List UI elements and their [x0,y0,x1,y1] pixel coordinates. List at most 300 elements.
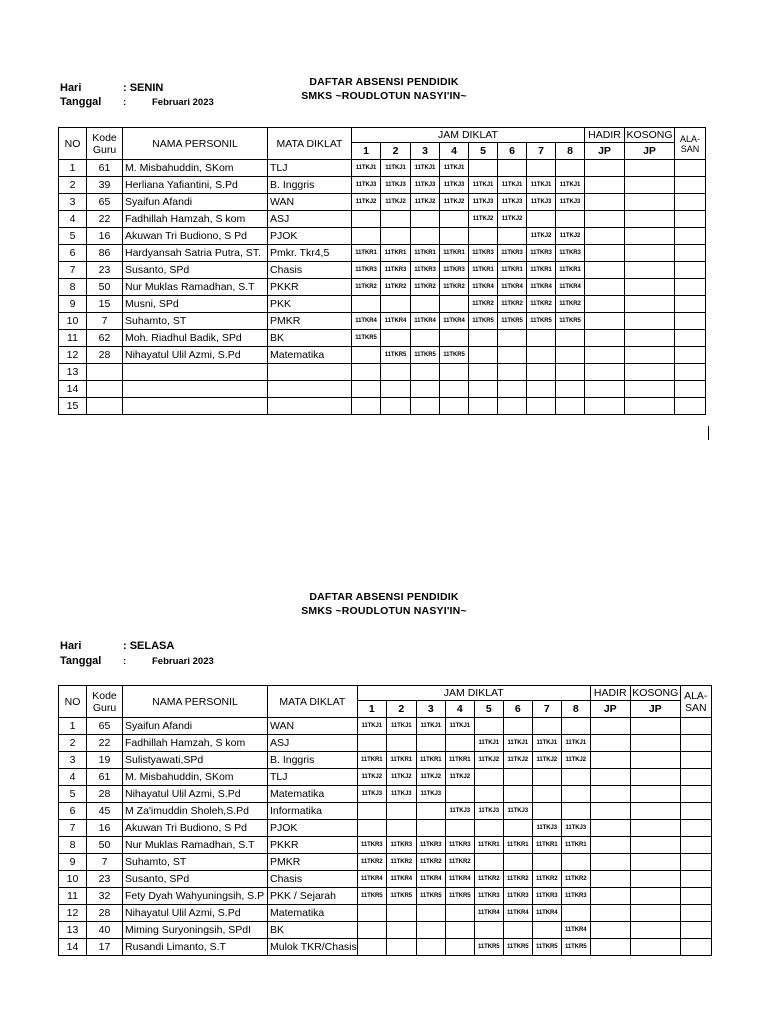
cell-jam-8: 11TKR3 [561,888,590,905]
table-row [59,279,706,296]
cell-mata-diklat: PJOK [268,228,352,245]
cell-jam-3: 11TKR3 [416,837,445,854]
cell-kosong-jp [625,364,675,381]
table-row [59,718,712,735]
cell-jam-6: 11TKR3 [503,888,532,905]
cell-nama-personil: Hardyansah Satria Putra, ST. [123,245,268,262]
cell-jam-3: 11TKR2 [416,854,445,871]
cell-no: 12 [59,347,87,364]
cell-jam-7 [527,347,556,364]
cell-hadir-jp [585,177,625,194]
cell-jam-2: 11TKR5 [381,347,411,364]
cell-jam-7: 11TKR2 [527,296,556,313]
table-row [59,381,706,398]
cell-jam-3 [416,939,445,956]
cell-kode-guru: 7 [87,854,123,871]
cell-jam-2 [381,211,411,228]
cell-jam-6 [503,820,532,837]
cell-kode-guru: 50 [87,279,123,296]
table-row [59,803,712,820]
cell-nama-personil: M. Misbahuddin, SKom [123,160,268,177]
tanggal-label: Tanggal [60,655,102,667]
cell-jam-1: 11TKR1 [357,752,386,769]
cell-jam-3: 11TKR1 [416,752,445,769]
cell-nama-personil: Susanto, SPd [123,262,268,279]
cell-jam-5: 11TKR3 [469,245,498,262]
cell-hadir-jp [590,786,630,803]
cell-jam-6: 11TKR2 [503,871,532,888]
cell-jam-4: 11TKR2 [445,854,474,871]
cell-jam-8 [561,803,590,820]
cell-kode-guru [87,381,123,398]
cell-kode-guru: 40 [87,922,123,939]
table-row [59,296,706,313]
hari-value: : SENIN [123,82,164,94]
cell-nama-personil: Nur Muklas Ramadhan, S.T [123,279,268,296]
header-no: NO [59,128,87,160]
cell-jam-8: 11TKR5 [556,313,585,330]
cell-jam-7: 11TKJ3 [532,820,561,837]
cell-jam-2 [381,330,411,347]
cell-jam-6: 11TKJ1 [503,735,532,752]
cell-mata-diklat: Matematika [268,786,358,803]
cell-jam-3: 11TKJ2 [416,769,445,786]
cell-jam-7: 11TKR5 [532,939,561,956]
cell-hadir-jp [590,837,630,854]
cell-no: 8 [59,279,87,296]
cell-kode-guru: 22 [87,735,123,752]
cell-jam-1 [352,381,381,398]
cell-kode-guru: 16 [87,820,123,837]
cell-jam-4 [440,381,469,398]
cell-jam-6 [503,922,532,939]
cell-jam-7 [532,803,561,820]
cell-nama-personil [123,364,268,381]
cell-jam-3 [416,922,445,939]
table-row [59,922,712,939]
cell-hadir-jp [585,160,625,177]
cell-jam-3: 11TKR5 [416,888,445,905]
table-body [59,160,706,415]
cell-kosong-jp [625,347,675,364]
cell-jam-4 [445,905,474,922]
cell-jam-6: 11TKJ2 [503,752,532,769]
header-jam-5: 5 [469,143,498,160]
cell-no: 12 [59,905,87,922]
cell-jam-1 [352,347,381,364]
cell-jam-7 [527,160,556,177]
cell-alasan [675,160,706,177]
cell-alasan [680,854,711,871]
cell-jam-3 [411,381,440,398]
cell-jam-7: 11TKR1 [527,262,556,279]
table-row [59,228,706,245]
cell-kosong-jp [630,922,680,939]
header-kosong: KOSONG [632,687,679,699]
cell-jam-8: 11TKR1 [561,837,590,854]
cell-alasan [675,296,706,313]
cell-jam-3: 11TKJ3 [411,177,440,194]
cell-hadir-jp [585,313,625,330]
cell-jam-8: 11TKR2 [556,296,585,313]
cell-jam-2 [386,735,416,752]
cell-jam-4: 11TKJ1 [440,160,469,177]
cell-jam-6 [498,330,527,347]
header-jam-4: 4 [440,143,469,160]
cell-kosong-jp [630,786,680,803]
header-alasan: ALA-SAN [675,128,706,160]
cell-alasan [675,194,706,211]
cell-jam-7: 11TKR4 [527,279,556,296]
cell-kode-guru: 32 [87,888,123,905]
cell-jam-7 [532,769,561,786]
cell-no: 11 [59,888,87,905]
cell-mata-diklat [268,381,352,398]
cell-jam-8 [556,364,585,381]
cell-hadir-jp [590,854,630,871]
table-body [59,718,712,956]
cell-jam-5 [469,381,498,398]
cell-jam-5: 11TKR2 [469,296,498,313]
cell-mata-diklat: ASJ [268,735,358,752]
cell-jam-2: 11TKR4 [381,313,411,330]
cell-nama-personil: M. Misbahuddin, SKom [123,769,268,786]
cell-kode-guru: 15 [87,296,123,313]
cell-alasan [675,381,706,398]
cell-hadir-jp [590,735,630,752]
cell-jam-8: 11TKJ3 [561,820,590,837]
attendance-table [58,127,706,415]
cell-jam-4 [440,330,469,347]
cell-mata-diklat: Matematika [268,905,358,922]
cell-kosong-jp [630,837,680,854]
cell-jam-8 [556,160,585,177]
cell-alasan [680,752,711,769]
cell-no: 2 [59,735,87,752]
cell-mata-diklat: BK [268,922,358,939]
table-row [59,330,706,347]
cell-jam-2 [381,364,411,381]
cell-alasan [675,262,706,279]
cell-hadir-jp [585,211,625,228]
cell-hadir-jp [590,905,630,922]
table-row [59,262,706,279]
cell-alasan [675,347,706,364]
cell-mata-diklat: Mulok TKR/Chasis [268,939,358,956]
cell-jam-1: 11TKJ1 [352,160,381,177]
tanggal-label: Tanggal [60,96,102,108]
cell-jam-4: 11TKR1 [440,245,469,262]
cell-jam-5 [469,228,498,245]
cell-mata-diklat: B. Inggris [268,752,358,769]
cell-hadir-jp [585,262,625,279]
cell-jam-2: 11TKJ3 [381,177,411,194]
cell-kode-guru: 23 [87,262,123,279]
cell-no: 14 [59,939,87,956]
cell-nama-personil: Suhamto, ST [123,313,268,330]
cell-jam-8: 11TKJ3 [556,194,585,211]
cell-jam-2 [386,939,416,956]
cell-jam-2: 11TKJ1 [381,160,411,177]
cell-jam-7 [532,718,561,735]
cell-alasan [680,922,711,939]
header-jam-2: 2 [381,143,411,160]
cell-alasan [675,228,706,245]
cell-jam-5: 11TKJ1 [474,735,503,752]
cell-jam-7: 11TKJ3 [527,194,556,211]
cell-jam-5: 11TKR1 [469,262,498,279]
header-jam-5: 5 [474,701,503,718]
cell-nama-personil: Susanto, SPd [123,871,268,888]
header-kode-guru: Kode Guru [87,128,123,160]
cell-jam-4: 11TKR2 [440,279,469,296]
cell-jam-7: 11TKR1 [532,837,561,854]
cell-kode-guru: 7 [87,313,123,330]
cell-jam-2: 11TKR2 [381,279,411,296]
header-jam-6: 6 [498,143,527,160]
cell-alasan [675,211,706,228]
cell-kode-guru: 28 [87,905,123,922]
cell-mata-diklat: WAN [268,194,352,211]
cell-jam-7: 11TKR3 [527,245,556,262]
cell-jam-4: 11TKJ2 [440,194,469,211]
cell-jam-8 [561,786,590,803]
cell-no: 10 [59,871,87,888]
hari-label: Hari [60,640,82,652]
cell-mata-diklat: PKKR [268,837,358,854]
cell-jam-2: 11TKR3 [386,837,416,854]
hari-value: : SELASA [123,640,175,652]
cell-kosong-jp [625,177,675,194]
cell-nama-personil: Suhamto, ST [123,854,268,871]
cell-jam-1 [352,211,381,228]
cell-nama-personil: Herliana Yafiantini, S.Pd [123,177,268,194]
cell-no: 4 [59,769,87,786]
cell-jam-1 [357,905,386,922]
cell-jam-6 [498,364,527,381]
cell-jam-7 [532,922,561,939]
cell-hadir-jp [590,820,630,837]
cell-alasan [680,939,711,956]
cell-hadir-jp [590,888,630,905]
cell-jam-7: 11TKJ2 [532,752,561,769]
cell-jam-7 [527,398,556,415]
cell-jam-6 [498,381,527,398]
header-kosong: KOSONG [626,129,673,141]
cell-jam-8: 11TKJ2 [561,752,590,769]
cell-no: 7 [59,262,87,279]
cell-hadir-jp [590,718,630,735]
cell-mata-diklat: Informatika [268,803,358,820]
cell-mata-diklat [268,398,352,415]
cell-kode-guru: 50 [87,837,123,854]
school-name: SMKS ~ROUDLOTUN NASYI'IN~ [301,90,467,102]
header-kode-guru: Kode Guru [87,686,123,718]
cell-jam-6: 11TKJ3 [503,803,532,820]
cell-jam-3: 11TKR4 [411,313,440,330]
cell-kosong-jp [630,735,680,752]
cell-kode-guru: 17 [87,939,123,956]
cell-kosong-jp [625,245,675,262]
cell-kosong-jp [630,871,680,888]
cell-jam-8: 11TKR1 [556,262,585,279]
cell-jam-8 [556,330,585,347]
header-nama-personil: NAMA PERSONIL [123,128,268,160]
cell-jam-4 [440,228,469,245]
table-row [59,820,712,837]
cell-alasan [680,803,711,820]
cell-jam-2: 11TKR1 [381,245,411,262]
cell-jam-5: 11TKR5 [469,313,498,330]
cell-alasan [680,820,711,837]
cell-alasan [680,769,711,786]
cell-kode-guru [87,364,123,381]
cell-jam-3: 11TKJ1 [416,718,445,735]
cell-jam-6 [498,228,527,245]
cell-jam-7 [532,854,561,871]
cell-hadir-jp [585,364,625,381]
cell-jam-6: 11TKR5 [498,313,527,330]
header-jam-2: 2 [386,701,416,718]
cell-nama-personil: Akuwan Tri Budiono, S Pd [123,820,268,837]
cell-jam-8 [561,769,590,786]
table-row [59,347,706,364]
table-row [59,211,706,228]
cell-jam-7: 11TKJ2 [527,228,556,245]
table-row [59,939,712,956]
cell-jam-5 [474,718,503,735]
cell-jam-1: 11TKR2 [352,279,381,296]
cell-nama-personil [123,398,268,415]
hari-label: Hari [60,82,82,94]
cell-jam-6: 11TKR1 [503,837,532,854]
cell-jam-2: 11TKR1 [386,752,416,769]
cell-jam-6 [503,718,532,735]
cell-jam-7: 11TKJ1 [527,177,556,194]
cell-kosong-jp [625,211,675,228]
cell-jam-5: 11TKR3 [474,888,503,905]
tanggal-value: Februari 2023 [152,656,214,667]
cell-jam-3: 11TKR2 [411,279,440,296]
cell-alasan [675,279,706,296]
cell-jam-8 [556,211,585,228]
table-row [59,752,712,769]
cell-mata-diklat: TLJ [268,160,352,177]
cell-kode-guru: 65 [87,194,123,211]
cell-jam-1 [357,803,386,820]
cell-kode-guru: 22 [87,211,123,228]
cell-mata-diklat: Chasis [268,871,358,888]
cell-jam-2: 11TKJ2 [386,769,416,786]
header-jam-3: 3 [411,143,440,160]
cell-kode-guru: 61 [87,769,123,786]
cell-mata-diklat: WAN [268,718,358,735]
cell-no: 3 [59,752,87,769]
header-jam-7: 7 [527,143,556,160]
cell-jam-1 [352,296,381,313]
header-jam-diklat: JAM DIKLAT [357,686,590,701]
cell-no: 15 [59,398,87,415]
cell-nama-personil [123,381,268,398]
cell-no: 6 [59,803,87,820]
tanggal-colon: : [123,97,127,108]
cell-no: 14 [59,381,87,398]
cell-nama-personil: Nihayatul Ulil Azmi, S.Pd [123,905,268,922]
cell-jam-2 [386,820,416,837]
cell-nama-personil: Sulistyawati,SPd [123,752,268,769]
cell-jam-3: 11TKR4 [416,871,445,888]
cell-hadir-jp [590,752,630,769]
cell-jam-1: 11TKR1 [352,245,381,262]
cell-jam-7: 11TKR2 [532,871,561,888]
cell-kode-guru: 86 [87,245,123,262]
table-row [59,888,712,905]
cell-jam-5 [469,347,498,364]
cell-mata-diklat: PMKR [268,854,358,871]
cell-hadir-jp [590,803,630,820]
cell-no: 10 [59,313,87,330]
cell-hadir-jp [585,279,625,296]
cell-jam-4 [445,820,474,837]
cell-jam-4 [445,922,474,939]
cell-hadir-jp [590,939,630,956]
cell-jam-1: 11TKJ3 [357,786,386,803]
cell-jam-6 [498,347,527,364]
cell-jam-1: 11TKR5 [352,330,381,347]
cell-jam-5: 11TKJ2 [474,752,503,769]
cell-nama-personil: Rusandi Limanto, S.T [123,939,268,956]
cell-jam-1: 11TKR3 [352,262,381,279]
cell-jam-8: 11TKJ2 [556,228,585,245]
cell-jam-6: 11TKR1 [498,262,527,279]
cell-alasan [680,905,711,922]
cell-kosong-jp [625,194,675,211]
cell-jam-5 [469,160,498,177]
cell-hadir-jp [585,330,625,347]
cell-nama-personil: Nihayatul Ulil Azmi, S.Pd [123,347,268,364]
cell-jam-6 [503,854,532,871]
cell-jam-7 [532,786,561,803]
cell-jam-6: 11TKR3 [498,245,527,262]
cell-jam-4 [440,296,469,313]
cell-alasan [675,364,706,381]
cell-kode-guru: 65 [87,718,123,735]
cell-alasan [680,888,711,905]
cell-kosong-jp [625,160,675,177]
cell-mata-diklat: PKKR [268,279,352,296]
table-row [59,364,706,381]
cell-kosong-jp [625,262,675,279]
cell-jam-2 [386,922,416,939]
header-alasan: ALA-SAN [680,686,711,718]
cell-nama-personil: Fadhillah Hamzah, S kom [123,735,268,752]
cell-jam-5 [469,398,498,415]
cell-hadir-jp [590,871,630,888]
cell-jam-8 [561,718,590,735]
cell-mata-diklat: PKK / Sejarah [268,888,358,905]
cell-jam-6 [498,160,527,177]
cell-hadir-jp [585,347,625,364]
header-jam-4: 4 [445,701,474,718]
cell-hadir-jp [590,922,630,939]
cell-jam-5: 11TKR4 [474,905,503,922]
cell-kode-guru [87,398,123,415]
cell-jam-5: 11TKR1 [474,837,503,854]
cell-jam-7 [527,211,556,228]
cell-jam-2: 11TKJ1 [386,718,416,735]
cell-no: 7 [59,820,87,837]
cell-nama-personil: Fety Dyah Wahyuningsih, S.P [123,888,268,905]
